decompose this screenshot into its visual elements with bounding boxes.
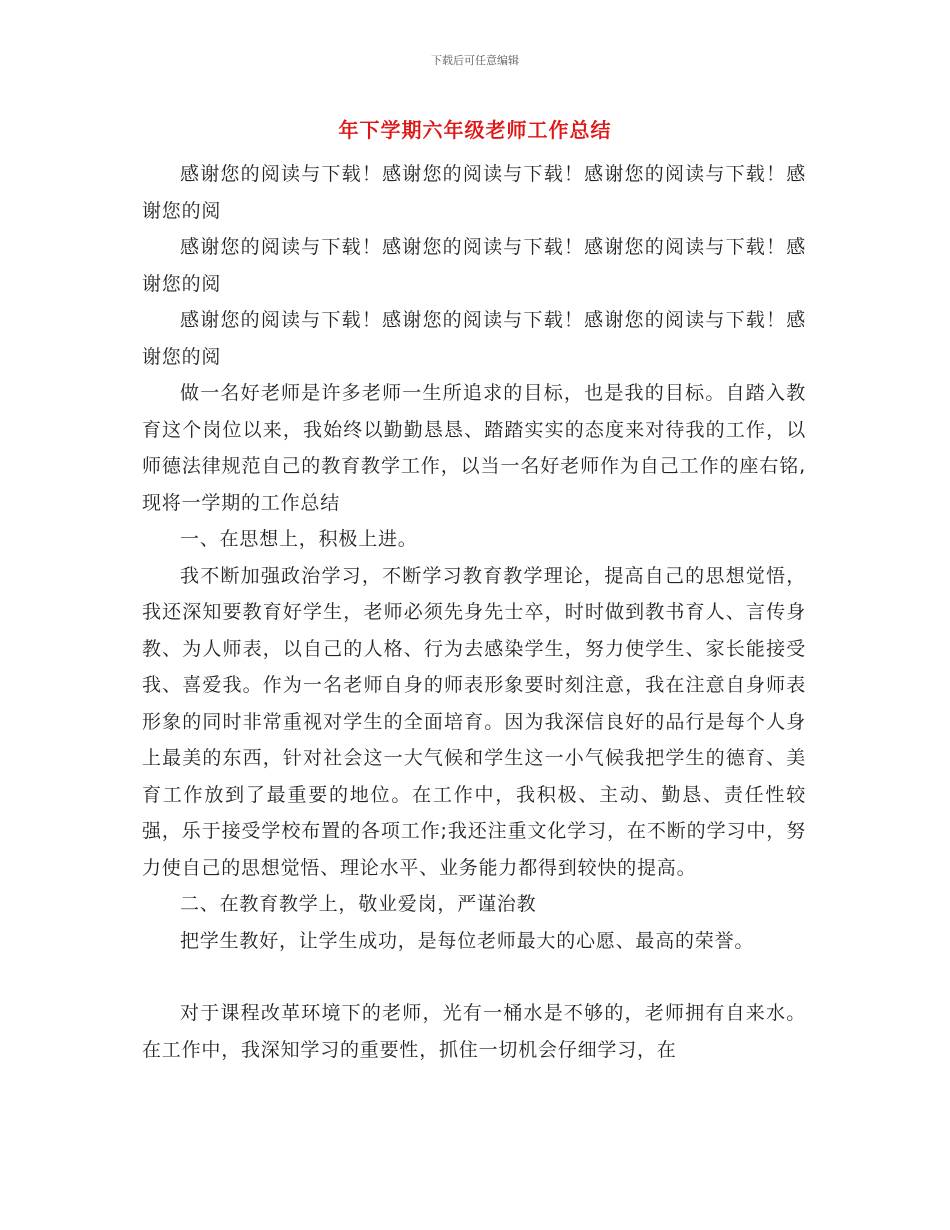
paragraph: 做一名好老师是许多老师一生所追求的目标，也是我的目标。自踏入教育这个岗位以来，我始终以勤勤恳恳、踏踏实实的态度来对待我的工作，以师德法律规范自己的教育教学工作，以当一名好老师作为自己工作的座右铭,现将一学期的工作总结 — [142, 382, 806, 514]
section-heading: 二、在教育教学上，敬业爱岗，严谨治教 — [180, 893, 537, 915]
paragraph: 把学生教好，让学生成功，是每位老师最大的心愿、最高的荣誉。 — [180, 929, 755, 952]
document-body — [142, 156, 806, 1068]
paragraph: 我不断加强政治学习，不断学习教育教学理论，提高自己的思想觉悟，我还深知要教育好学生，老师必须先身先士卒，时时做到教书育人、言传身教、为人师表，以自己的人格、行为去感染学生，努力使学生、家长能接受我、喜爱我。作为一名老师自身的师表形象要时刻注意，我在注意自身师表形象的同时非常重视对学生的全面培育。因为我深信良好的品行是每个人身上最美的东西，针对社会这一大气候和学生这一小气候我把学生的德育、美育工作放到了最重要的地位。在工作中，我积极、主动、勤恳、责任性较强，乐于接受学校布置的各项工作;我还注重文化学习，在不断的学习中，努力使自己的思想觉悟、理论水平、业务能力都得到较快的提高。 — [142, 564, 806, 879]
paragraph: 感谢您的阅读与下载！感谢您的阅读与下载！感谢您的阅读与下载！感谢您的阅 — [142, 236, 806, 295]
paragraph: 感谢您的阅读与下载！感谢您的阅读与下载！感谢您的阅读与下载！感谢您的阅 — [142, 309, 806, 368]
paragraph: 对于课程改革环境下的老师，光有一桶水是不够的，老师拥有自来水。在工作中，我深知学习的重要性，抓住一切机会仔细学习，在 — [142, 1002, 806, 1061]
page-header: 下载后可任意编辑 — [431, 54, 519, 67]
paragraph-gap — [142, 959, 806, 995]
paragraph: 感谢您的阅读与下载！感谢您的阅读与下载！感谢您的阅读与下载！感谢您的阅 — [142, 163, 806, 222]
section-heading: 一、在思想上，积极上进。 — [180, 528, 418, 550]
document-title: 年下学期六年级老师工作总结 — [338, 118, 612, 142]
